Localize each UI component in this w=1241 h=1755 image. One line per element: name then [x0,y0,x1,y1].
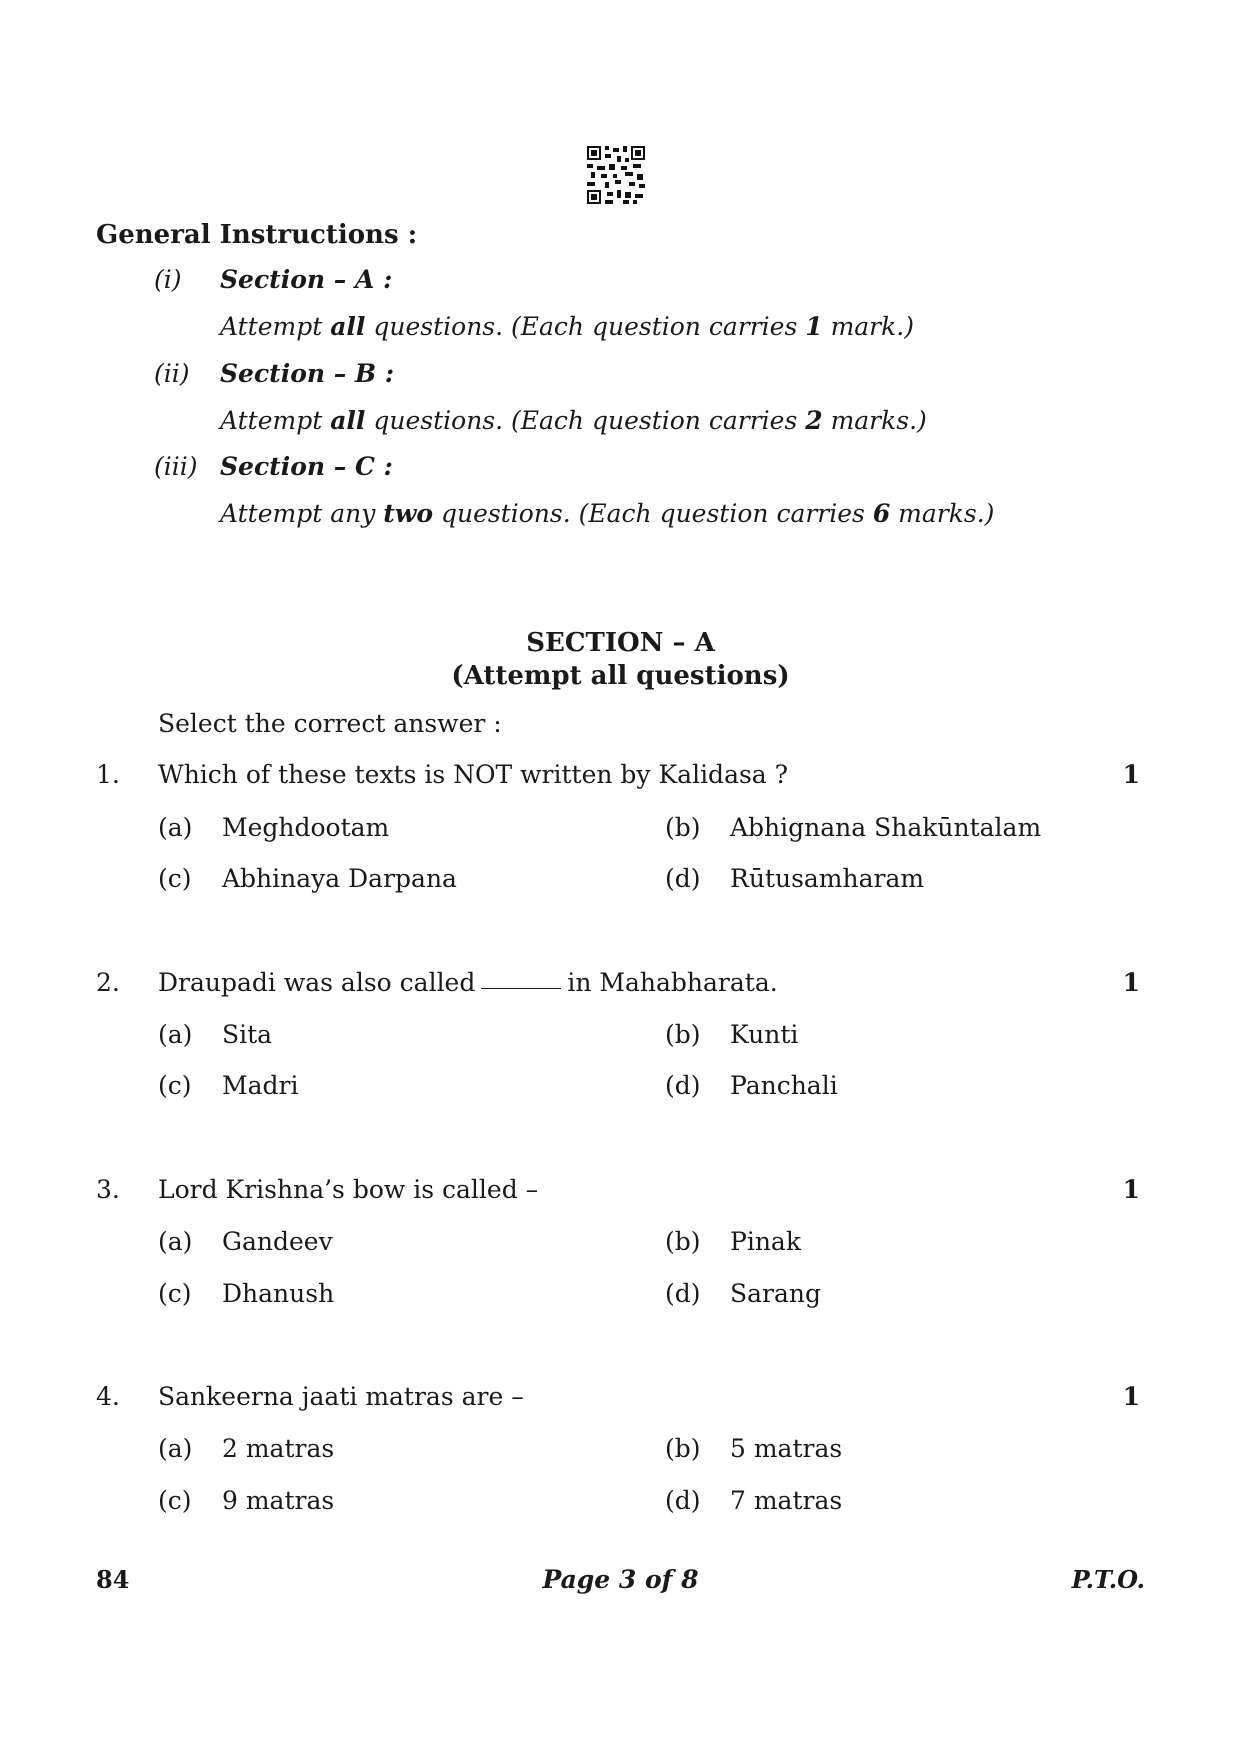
instruction-number: (iii) [154,452,198,481]
option-label: (c) [158,1279,192,1308]
qr-code-icon [587,146,645,204]
instruction-section: Section – A : [220,265,393,294]
page-number: Page 3 of 8 [542,1565,699,1594]
option-text: Panchali [730,1071,838,1100]
question-marks: 1 [1122,760,1140,789]
question-text: Sankeerna jaati matras are – [158,1382,524,1411]
paper-code: 84 [96,1565,130,1594]
question-number: 3. [96,1175,120,1204]
section-subtitle: (Attempt all questions) [451,661,790,691]
instruction-section: Section – C : [220,452,393,481]
option-text: Abhinaya Darpana [222,864,457,893]
option-label: (b) [665,1227,701,1256]
option-text: 2 matras [222,1434,335,1463]
option-label: (b) [665,813,701,842]
instruction-number: (i) [154,265,182,294]
option-label: (d) [665,1279,701,1308]
question-number: 1. [96,760,120,789]
option-label: (c) [158,1071,192,1100]
option-text: Madri [222,1071,299,1100]
question-marks: 1 [1122,1382,1140,1411]
instruction-text: Attempt all questions. (Each question carries 2 marks.) [220,406,927,435]
answer-blank [481,988,561,989]
question-marks: 1 [1122,1175,1140,1204]
option-label: (b) [665,1020,701,1049]
option-label: (d) [665,1486,701,1515]
instruction-number: (ii) [154,359,190,388]
section-title: SECTION – A [526,628,715,658]
option-text: Pinak [730,1227,801,1256]
section-lead: Select the correct answer : [158,709,502,738]
option-label: (a) [158,813,193,842]
question-number: 2. [96,968,120,997]
option-text: Rūtusamharam [730,864,925,893]
option-label: (c) [158,1486,192,1515]
option-text: Sita [222,1020,273,1049]
question-text: Draupadi was also called in Mahabharata. [158,968,778,997]
instruction-text: Attempt all questions. (Each question carries 1 mark.) [220,312,914,341]
question-marks: 1 [1122,968,1140,997]
option-text: 5 matras [730,1434,843,1463]
option-text: Gandeev [222,1227,333,1256]
option-text: Kunti [730,1020,799,1049]
option-text: Sarang [730,1279,821,1308]
question-text: Which of these texts is NOT written by Kalidasa ? [158,760,789,789]
instruction-text: Attempt any two questions. (Each question carries 6 marks.) [220,499,995,528]
option-text: 7 matras [730,1486,843,1515]
option-text: 9 matras [222,1486,335,1515]
option-text: Meghdootam [222,813,390,842]
option-text: Abhignana Shakūntalam [730,813,1042,842]
question-text: Lord Krishna’s bow is called – [158,1175,539,1204]
option-label: (a) [158,1227,193,1256]
pto-note: P.T.O. [1071,1565,1145,1594]
option-text: Dhanush [222,1279,335,1308]
general-instructions-title: General Instructions : [96,220,418,250]
option-label: (d) [665,864,701,893]
option-label: (d) [665,1071,701,1100]
instruction-section: Section – B : [220,359,395,388]
option-label: (a) [158,1020,193,1049]
option-label: (a) [158,1434,193,1463]
option-label: (b) [665,1434,701,1463]
question-number: 4. [96,1382,120,1411]
option-label: (c) [158,864,192,893]
